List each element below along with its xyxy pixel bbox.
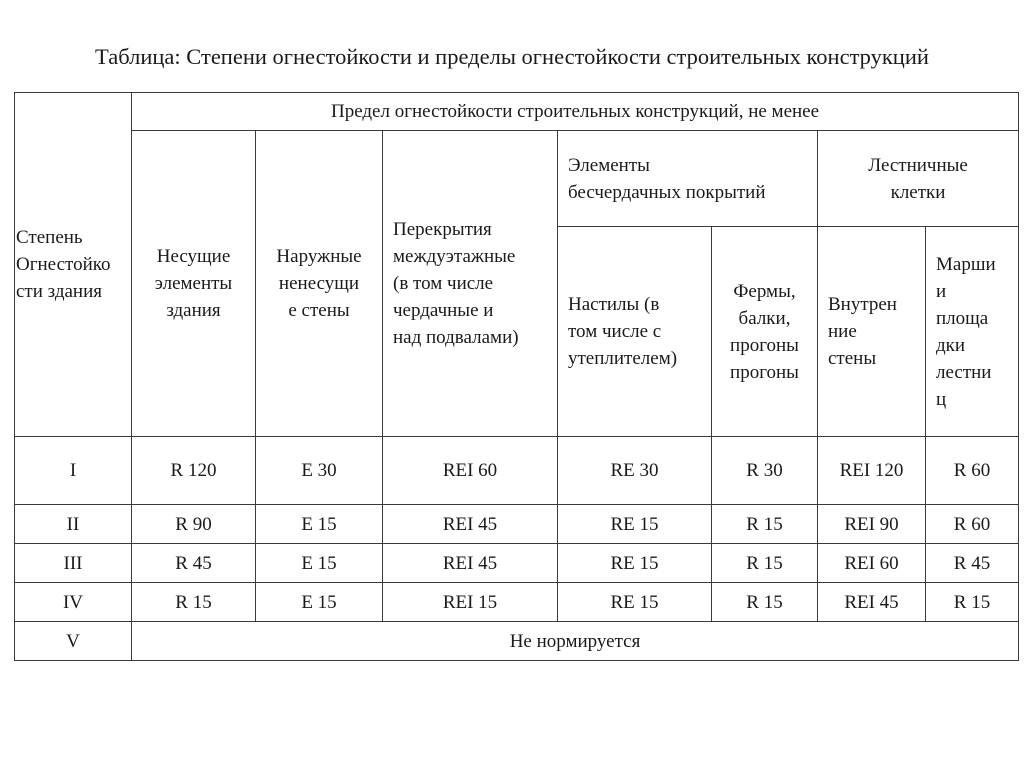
value-cell: RE 15 [558, 505, 712, 544]
degree-cell: V [15, 622, 132, 661]
header-roof-group: Элементы бесчердачных покрытий [558, 131, 818, 227]
value-cell: R 15 [132, 583, 256, 622]
not-regulated-cell: Не нормируется [132, 622, 1019, 661]
fire-resistance-table [14, 92, 1019, 661]
table-row [15, 437, 1019, 505]
table-row [15, 505, 1019, 544]
value-cell: R 45 [926, 544, 1019, 583]
header-bearing: Несущие элементы здания [132, 131, 256, 437]
degree-cell: III [15, 544, 132, 583]
header-limit-group: Предел огнестойкости строительных конструкций, не менее [132, 93, 1019, 131]
value-cell: E 15 [256, 544, 383, 583]
table-row [15, 583, 1019, 622]
value-cell: R 120 [132, 437, 256, 505]
value-cell: R 30 [712, 437, 818, 505]
header-degree: Степень Огнестойко сти здания [15, 93, 132, 437]
value-cell: R 15 [712, 544, 818, 583]
value-cell: REI 15 [383, 583, 558, 622]
header-flights: Марши и площа дки лестни ц [926, 227, 1019, 437]
value-cell: E 15 [256, 505, 383, 544]
table-row [15, 544, 1019, 583]
degree-cell: IV [15, 583, 132, 622]
value-cell: RE 15 [558, 544, 712, 583]
header-stair-group: Лестничные клетки [818, 131, 1019, 227]
page-title: Таблица: Степени огнестойкости и пределы огнестойкости строительных конструкций [95, 44, 929, 69]
value-cell: REI 45 [383, 505, 558, 544]
value-cell: E 15 [256, 583, 383, 622]
value-cell: REI 60 [383, 437, 558, 505]
header-decking: Настилы (в том числе с утеплителем) [558, 227, 712, 437]
value-cell: R 60 [926, 437, 1019, 505]
degree-cell: I [15, 437, 132, 505]
value-cell: R 90 [132, 505, 256, 544]
value-cell: REI 60 [818, 544, 926, 583]
header-outer-walls: Наружные ненесущи е стены [256, 131, 383, 437]
value-cell: R 60 [926, 505, 1019, 544]
value-cell: R 15 [712, 583, 818, 622]
header-row-1 [15, 93, 1019, 131]
value-cell: REI 45 [383, 544, 558, 583]
table-row [15, 622, 1019, 661]
value-cell: E 30 [256, 437, 383, 505]
value-cell: R 15 [926, 583, 1019, 622]
value-cell: RE 30 [558, 437, 712, 505]
value-cell: REI 45 [818, 583, 926, 622]
value-cell: REI 90 [818, 505, 926, 544]
value-cell: RE 15 [558, 583, 712, 622]
header-inner-walls: Внутрен ние стены [818, 227, 926, 437]
value-cell: R 15 [712, 505, 818, 544]
header-floors: Перекрытия междуэтажные (в том числе чердачные и над подвалами) [383, 131, 558, 437]
degree-cell: II [15, 505, 132, 544]
header-trusses: Фермы, балки, прогоны прогоны [712, 227, 818, 437]
value-cell: R 45 [132, 544, 256, 583]
header-row-2 [15, 131, 1019, 227]
value-cell: REI 120 [818, 437, 926, 505]
